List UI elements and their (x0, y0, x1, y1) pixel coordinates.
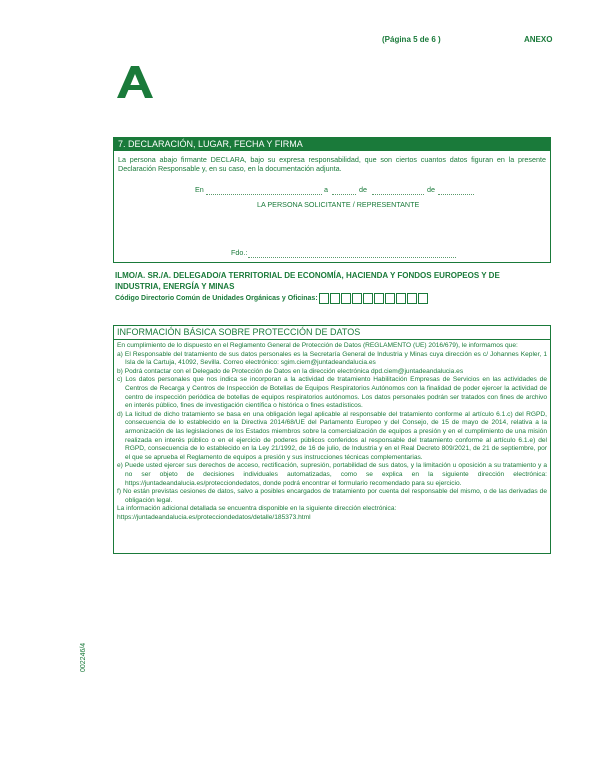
code-box[interactable] (319, 293, 329, 304)
side-code: 002246/4 (80, 642, 87, 672)
list-item: d) La licitud de dicho tratamiento se basa en una obligación legal aplicable al responsable del tratamiento conforme al artículo 6.1.c) del RGPD, consecuencia de lo establecido en la Directiva 2014/68/UE del Parlamento Europeo y del Consejo, de 15 de mayo de 2014, relativa a la armonización de las legislaciones de los Estados miembros sobre la comercialización de equipos a presión y en el cumplimiento de una misión realizada en interés público o en el ejercicio de poderes públicos conferidos al responsable del tratamiento conforme al artículo 6.1.e) del RGPD, consecuencia de lo establecido en la Ley 21/1992, de 16 de julio, de Industria y en el Real Decreto 809/2021, de 21 de septiembre, por el que se aprueba el Reglamento de equipos a presión y sus instrucciones técnicas complementarias. (117, 410, 547, 461)
data-protection-section (113, 325, 551, 554)
code-box[interactable] (341, 293, 351, 304)
delegado-title: ILMO/A. SR./A. DELEGADO/A TERRITORIAL DE ECONOMÍA, HACIENDA Y FONDOS EUROPEOS Y DE INDUSTRIA, ENERGÍA Y MINAS (115, 271, 500, 291)
code-box[interactable] (418, 293, 428, 304)
list-item: a) El Responsable del tratamiento de sus datos personales es la Secretaría General de Industria y Minas cuya dirección es c/ Johannes Kepler, 1 Isla de la Cartuja, 41092, Sevilla. Correo electrónico: sgim.ciem@juntadeandalucia.es (117, 350, 547, 367)
code-box[interactable] (330, 293, 340, 304)
fdo-label: Fdo.: (231, 248, 248, 257)
code-box[interactable] (396, 293, 406, 304)
footer-text: La información adicional detallada se encuentra disponible en la siguiente dirección electrónica: (117, 505, 397, 513)
day-field[interactable] (332, 193, 356, 195)
year-field[interactable] (438, 193, 474, 195)
code-box[interactable] (385, 293, 395, 304)
de-label: de (359, 185, 367, 194)
junta-andalucia-logo (116, 64, 154, 105)
annex-label: ANEXO (524, 35, 553, 44)
list-item: b) Podrá contactar con el Delegado de Protección de Datos en la dirección electrónica dpd.ciem@juntadeandalucia.es (117, 367, 464, 375)
code-box[interactable] (407, 293, 417, 304)
code-box[interactable] (352, 293, 362, 304)
a-label: a (324, 185, 328, 194)
codigo-boxes[interactable] (319, 293, 429, 304)
section-title: INFORMACIÓN BÁSICA SOBRE PROTECCIÓN DE DATOS (114, 326, 550, 340)
month-field[interactable] (372, 193, 424, 195)
code-box[interactable] (363, 293, 373, 304)
en-label: En (195, 185, 204, 194)
intro-text: En cumplimiento de lo dispuesto en el Reglamento General de Protección de Datos (REGLAMENTO (UE) 2016/679), le informamos que: (117, 342, 518, 349)
list-item: c) Los datos personales que nos indica se incorporan a la actividad de tratamiento Habilitación Empresas de Servicios en las actividades de Centros de Recarga y Centros de Inspección de Botellas de Equipos Respiratorios Autónomos con la finalidad de poder ejercer la actividad de centro de inspección periódica de botellas de equipos respiratorios autónomos. Los datos personales podrán ser tratados con fines de archivo en interés público, fines de investigación científica o histórica o fines estadísticos. (117, 376, 547, 410)
de-label: de (427, 185, 435, 194)
place-field[interactable] (206, 193, 322, 195)
footer-link[interactable]: https://juntadeandalucia.es/protecciondedatos/detalle/185373.html (117, 513, 311, 521)
data-protection-body (114, 340, 550, 524)
page-info: (Página 5 de 6 ) (382, 35, 441, 44)
signature-field[interactable] (248, 256, 456, 258)
declaration-text: La persona abajo firmante DECLARA, bajo su expresa responsabilidad, que son ciertos cuantos datos figuran en la presente Declaración Responsable y, en su caso, en la documentación adjunta. (118, 155, 546, 173)
list-item: f) No están previstas cesiones de datos, salvo a posibles encargados de tratamiento por cuenta del responsable del mismo, o de las derivadas de obligación legal. (117, 488, 547, 504)
declaration-section (113, 137, 551, 263)
list-item: e) Puede usted ejercer sus derechos de acceso, rectificación, supresión, portabilidad de sus datos, y la limitación u oposición a su tratamiento y a no ser objeto de decisiones individuales automatizadas, como se explica en la siguiente dirección electrónica: https://juntadeandalucia.es/protecciondedatos, donde podrá encontrar el formulario recomendado para su ejercicio. (117, 462, 547, 487)
signer-label: LA PERSONA SOLICITANTE / REPRESENTANTE (257, 200, 420, 209)
section-title: 7. DECLARACIÓN, LUGAR, FECHA Y FIRMA (114, 138, 550, 151)
code-box[interactable] (374, 293, 384, 304)
codigo-label: Código Directorio Común de Unidades Orgánicas y Oficinas: (115, 295, 318, 302)
